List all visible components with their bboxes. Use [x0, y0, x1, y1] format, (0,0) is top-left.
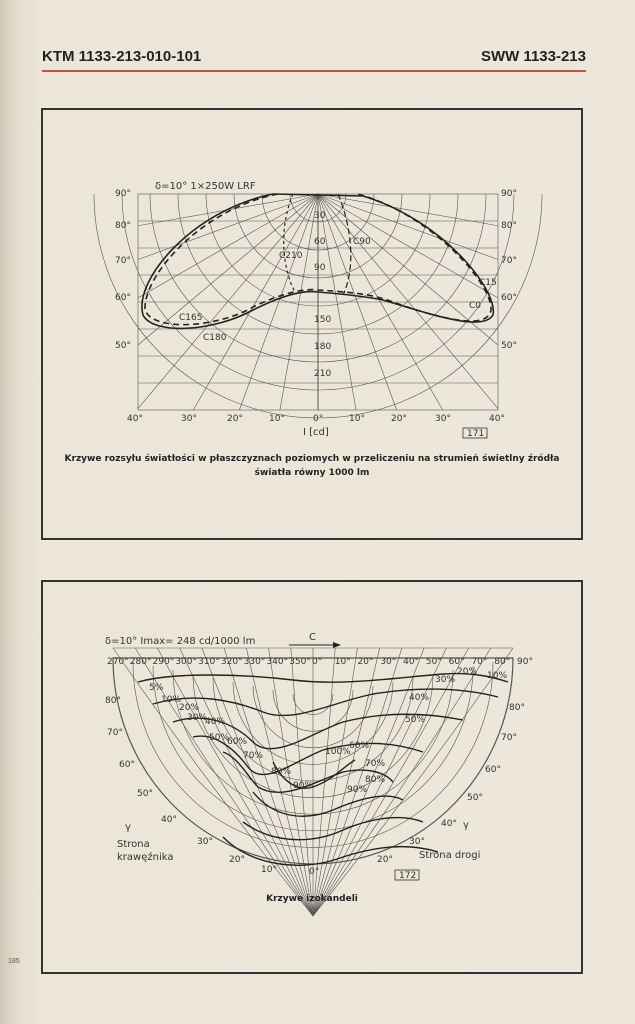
- fig2-iso-label: 20%: [179, 703, 200, 713]
- fig1-curve-label: C210: [279, 251, 303, 261]
- fig2-arrowhead: [333, 642, 341, 648]
- fig2-iso-label: 50%: [405, 715, 426, 725]
- fig1-number: 171: [467, 429, 485, 439]
- fig2-top-angle: 280°: [129, 657, 152, 667]
- fig2-iso-label: 90%: [293, 781, 314, 791]
- side-left-line1: Strona: [117, 839, 150, 850]
- fig2-iso-label: 100%: [325, 747, 351, 757]
- fig1-right-angle: 70°: [501, 256, 517, 266]
- fig2-iso-label: 60%: [227, 737, 248, 747]
- fig1-left-angle: 70°: [115, 256, 131, 266]
- fig1-unit: I [cd]: [303, 427, 329, 438]
- fig1-left-angle: 50°: [115, 341, 131, 351]
- fig1-bottom-angle: 20°: [227, 414, 243, 424]
- fig1-bottom-angle: 10°: [349, 414, 365, 424]
- iso-curve: [223, 837, 438, 865]
- fig2-top-angle: 50°: [425, 657, 442, 667]
- fig1-bottom-angle: 0°: [313, 414, 324, 424]
- fig2-left-angle: 30°: [197, 837, 213, 847]
- fig2-iso-label: 80%: [365, 775, 386, 785]
- fig2-top-angle: 90°: [517, 657, 533, 667]
- fig1-radial-line: [138, 194, 318, 260]
- fig2-iso-label: 70%: [365, 759, 386, 769]
- fig1-title: δ=10° 1×250W LRF: [155, 181, 256, 192]
- fig2-bottom-angle: 0°: [309, 867, 320, 877]
- fig2-left-angle: 40°: [161, 815, 177, 825]
- fig2-right-angle: 70°: [501, 733, 517, 743]
- isocandela-diagram: [43, 582, 581, 972]
- fig2-top-angle: 330°: [243, 657, 266, 667]
- fig2-params: δ=10° Imax= 248 cd/1000 lm: [105, 636, 256, 647]
- fig2-iso-label: 50%: [209, 733, 230, 743]
- fig2-iso-label: 30%: [435, 675, 456, 685]
- fig2-top-angle: 80°: [494, 657, 511, 667]
- fig2-iso-label: 60%: [349, 741, 370, 751]
- fig2-right-angle: 80°: [509, 703, 525, 713]
- fig2-arrow-label: C: [309, 632, 316, 643]
- fig1-radial-value: 30: [314, 211, 326, 221]
- fig1-bottom-angle: 20°: [391, 414, 407, 424]
- fig1-curve-label: C165: [179, 313, 203, 323]
- iso-curve: [243, 818, 423, 840]
- fig1-left-angle: 90°: [115, 189, 131, 199]
- fig2-top-angle: 10°: [334, 657, 351, 667]
- fig2-iso-label: 20%: [457, 667, 478, 677]
- figure-polar-curves: [41, 108, 583, 540]
- side-left-line2: krawęźnika: [117, 852, 174, 863]
- fig2-left-angle: 60°: [119, 760, 135, 770]
- curve-c210: [284, 194, 295, 292]
- fig2-top-angle: 20°: [357, 657, 374, 667]
- side-right: Strona drogi: [419, 850, 481, 861]
- catalog-number: KTM 1133-213-010-101: [42, 48, 202, 65]
- fig1-radial-line: [318, 194, 498, 260]
- fig2-iso-label: 10%: [487, 671, 508, 681]
- gamma-right: γ: [463, 820, 469, 831]
- gamma-left: γ: [125, 822, 131, 833]
- fig2-left-angle: 50°: [137, 789, 153, 799]
- fig1-caption-line2: światła równy 1000 lm: [254, 468, 370, 478]
- fig1-left-angle: 60°: [115, 293, 131, 303]
- fig2-meridian: [313, 648, 469, 916]
- fig1-right-angle: 60°: [501, 293, 517, 303]
- fig1-left-angle: 80°: [115, 221, 131, 231]
- fig1-bottom-angle: 30°: [435, 414, 451, 424]
- fig2-top-angle: 290°: [152, 657, 175, 667]
- fig2-caption: Krzywe izokandeli: [266, 894, 358, 904]
- fig1-radial-value: 60: [314, 237, 326, 247]
- fig2-right-angle: 20°: [377, 855, 393, 865]
- fig2-top-angle: 340°: [266, 657, 289, 667]
- fig2-iso-label: 70%: [243, 751, 264, 761]
- standard-number: SWW 1133-213: [480, 48, 586, 65]
- fig2-meridian: [157, 648, 313, 916]
- fig1-radial-value: 210: [314, 369, 332, 379]
- fig1-curve-label: C90: [353, 237, 371, 247]
- fig1-right-angle: 80°: [501, 221, 517, 231]
- fig2-top-angle: 40°: [403, 657, 420, 667]
- fig2-left-angle: 20°: [229, 855, 245, 865]
- fig1-curve-label: C15: [479, 278, 497, 288]
- fig2-left-angle: 70°: [107, 728, 123, 738]
- fig2-top-angle: 270°: [107, 657, 129, 667]
- fig2-right-angle: 30°: [409, 837, 425, 847]
- fig1-bottom-angle: 40°: [127, 414, 143, 424]
- page-header: [42, 44, 586, 72]
- fig1-right-angle: 90°: [501, 189, 517, 199]
- fig2-top-angle: 350°: [289, 657, 311, 667]
- fig2-top-angle: 60°: [448, 657, 465, 667]
- fig2-meridian: [313, 648, 402, 916]
- fig1-bottom-angle: 40°: [489, 414, 505, 424]
- fig2-meridian: [113, 648, 313, 916]
- iso-curve: [153, 689, 498, 716]
- fig2-top-angle: 70°: [471, 657, 488, 667]
- fig2-right-angle: 60°: [485, 765, 501, 775]
- margin-text: 185: [8, 958, 20, 965]
- fig2-iso-label: 40%: [205, 717, 226, 727]
- fig2-top-angle: 320°: [220, 657, 243, 667]
- fig2-iso-label: 5%: [149, 683, 164, 693]
- fig2-iso-label: 30%: [187, 713, 208, 723]
- fig2-top-angle: 310°: [198, 657, 220, 667]
- fig1-curve-label: C0: [469, 301, 482, 311]
- fig1-bottom-angle: 30°: [181, 414, 197, 424]
- fig2-iso-label: 90%: [347, 785, 368, 795]
- fig2-iso-label: 10%: [161, 695, 182, 705]
- fig1-radial-value: 150: [314, 315, 332, 325]
- fig1-curve-label: C180: [203, 333, 227, 343]
- fig2-iso-label: 40%: [409, 693, 430, 703]
- fig1-right-angle: 50°: [501, 341, 517, 351]
- fig2-right-angle: 50°: [467, 793, 483, 803]
- fig2-iso-label: 80%: [271, 767, 292, 777]
- fig1-radial-value: 90: [314, 263, 326, 273]
- fig2-left-angle: 10°: [261, 865, 277, 875]
- fig1-bottom-angle: 10°: [269, 414, 285, 424]
- fig2-meridian: [313, 648, 357, 916]
- fig2-top-angle: 300°: [175, 657, 198, 667]
- fig2-left-angle: 80°: [105, 696, 121, 706]
- figure-isocandela: [41, 580, 583, 974]
- fig1-radial-value: 180: [314, 342, 332, 352]
- fig1-caption-line1: Krzywe rozsyłu światłości w płaszczyznach poziomych w przeliczeniu na strumień świetlny źródła: [64, 454, 560, 464]
- fig2-top-angle: 0°: [312, 657, 323, 667]
- fig2-right-angle: 40°: [441, 819, 457, 829]
- fig2-number: 172: [399, 871, 417, 881]
- fig2-top-angle: 30°: [380, 657, 397, 667]
